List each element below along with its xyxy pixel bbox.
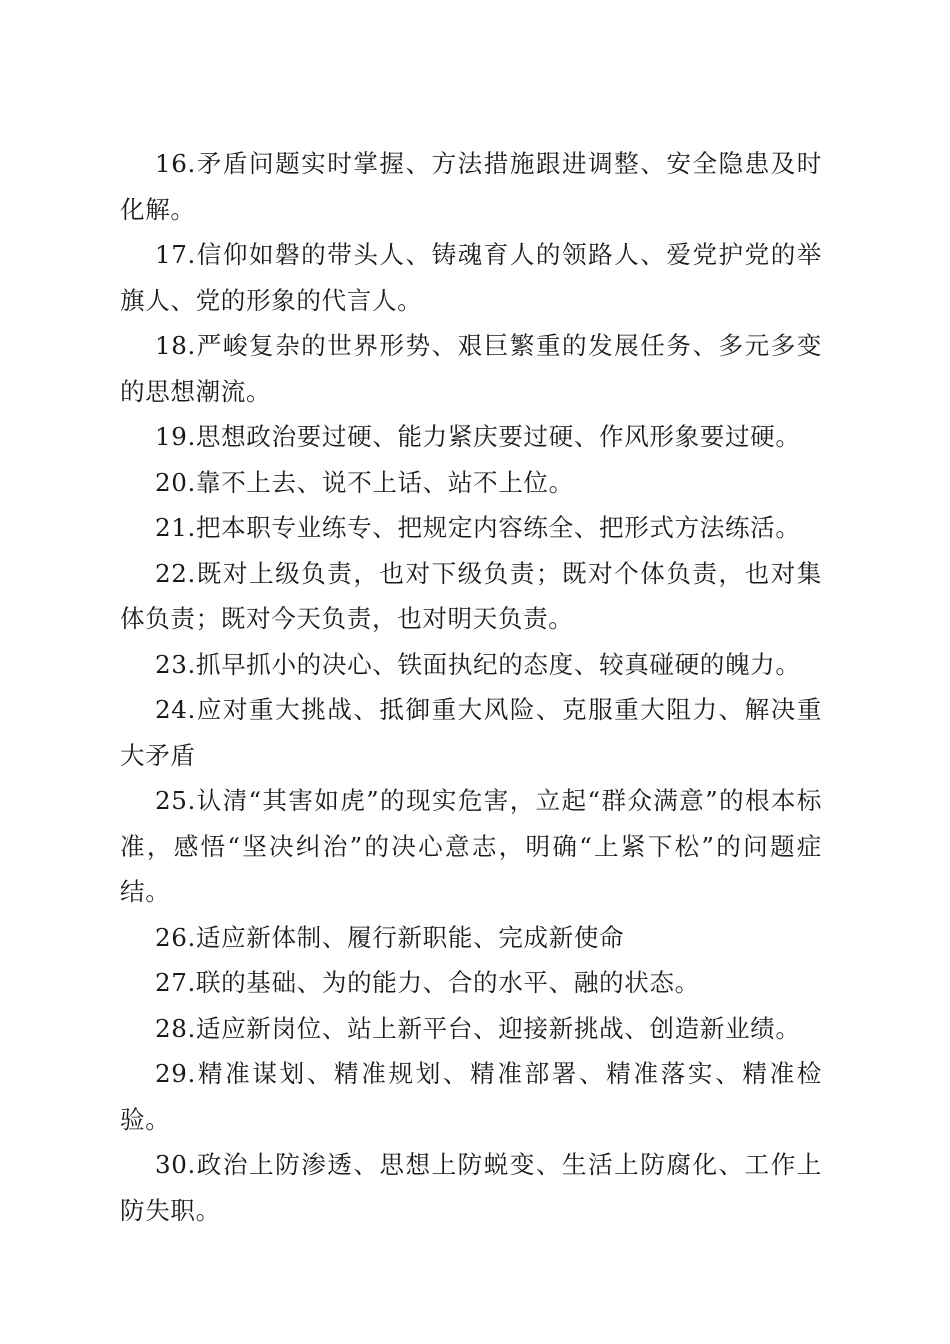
document-body <box>120 141 822 1233</box>
paragraph-26: 26.适应新体制、履行新职能、完成新使命 <box>155 922 625 952</box>
paragraph-25: 25.认清“其害如虎”的现实危害，立起“群众满意”的根本标准，感悟“坚决纠治”的决心意志，明确“上紧下松”的问题症结。 <box>120 786 822 906</box>
paragraph-22: 22.既对上级负责，也对下级负责；既对个体负责，也对集体负责；既对今天负责，也对明天负责。 <box>120 558 822 633</box>
paragraph-23: 23.抓早抓小的决心、铁面执纪的态度、较真碰硬的魄力。 <box>155 649 801 679</box>
paragraph-29: 29.精准谋划、精准规划、精准部署、精准落实、精准检验。 <box>120 1059 822 1134</box>
paragraph-27: 27.联的基础、为的能力、合的水平、融的状态。 <box>155 968 700 997</box>
paragraph-19: 19.思想政治要过硬、能力紧庆要过硬、作风形象要过硬。 <box>155 422 801 451</box>
paragraph-16: 16.矛盾问题实时掌握、方法措施跟进调整、安全隐患及时化解。 <box>120 149 822 224</box>
paragraph-17: 17.信仰如磐的带头人、铸魂育人的领路人、爱党护党的举旗人、党的形象的代言人。 <box>120 240 822 315</box>
paragraph-28: 28.适应新岗位、站上新平台、迎接新挑战、创造新业绩。 <box>155 1013 801 1043</box>
paragraph-30: 30.政治上防渗透、思想上防蜕变、生活上防腐化、工作上防失职。 <box>120 1150 822 1225</box>
paragraph-20: 20.靠不上去、说不上话、站不上位。 <box>155 467 574 497</box>
paragraph-18: 18.严峻复杂的世界形势、艰巨繁重的发展任务、多元多变的思想潮流。 <box>120 331 822 406</box>
paragraph-21: 21.把本职专业练专、把规定内容练全、把形式方法练活。 <box>155 513 801 542</box>
paragraph-24: 24.应对重大挑战、抵御重大风险、克服重大阻力、解决重大矛盾 <box>120 695 822 770</box>
